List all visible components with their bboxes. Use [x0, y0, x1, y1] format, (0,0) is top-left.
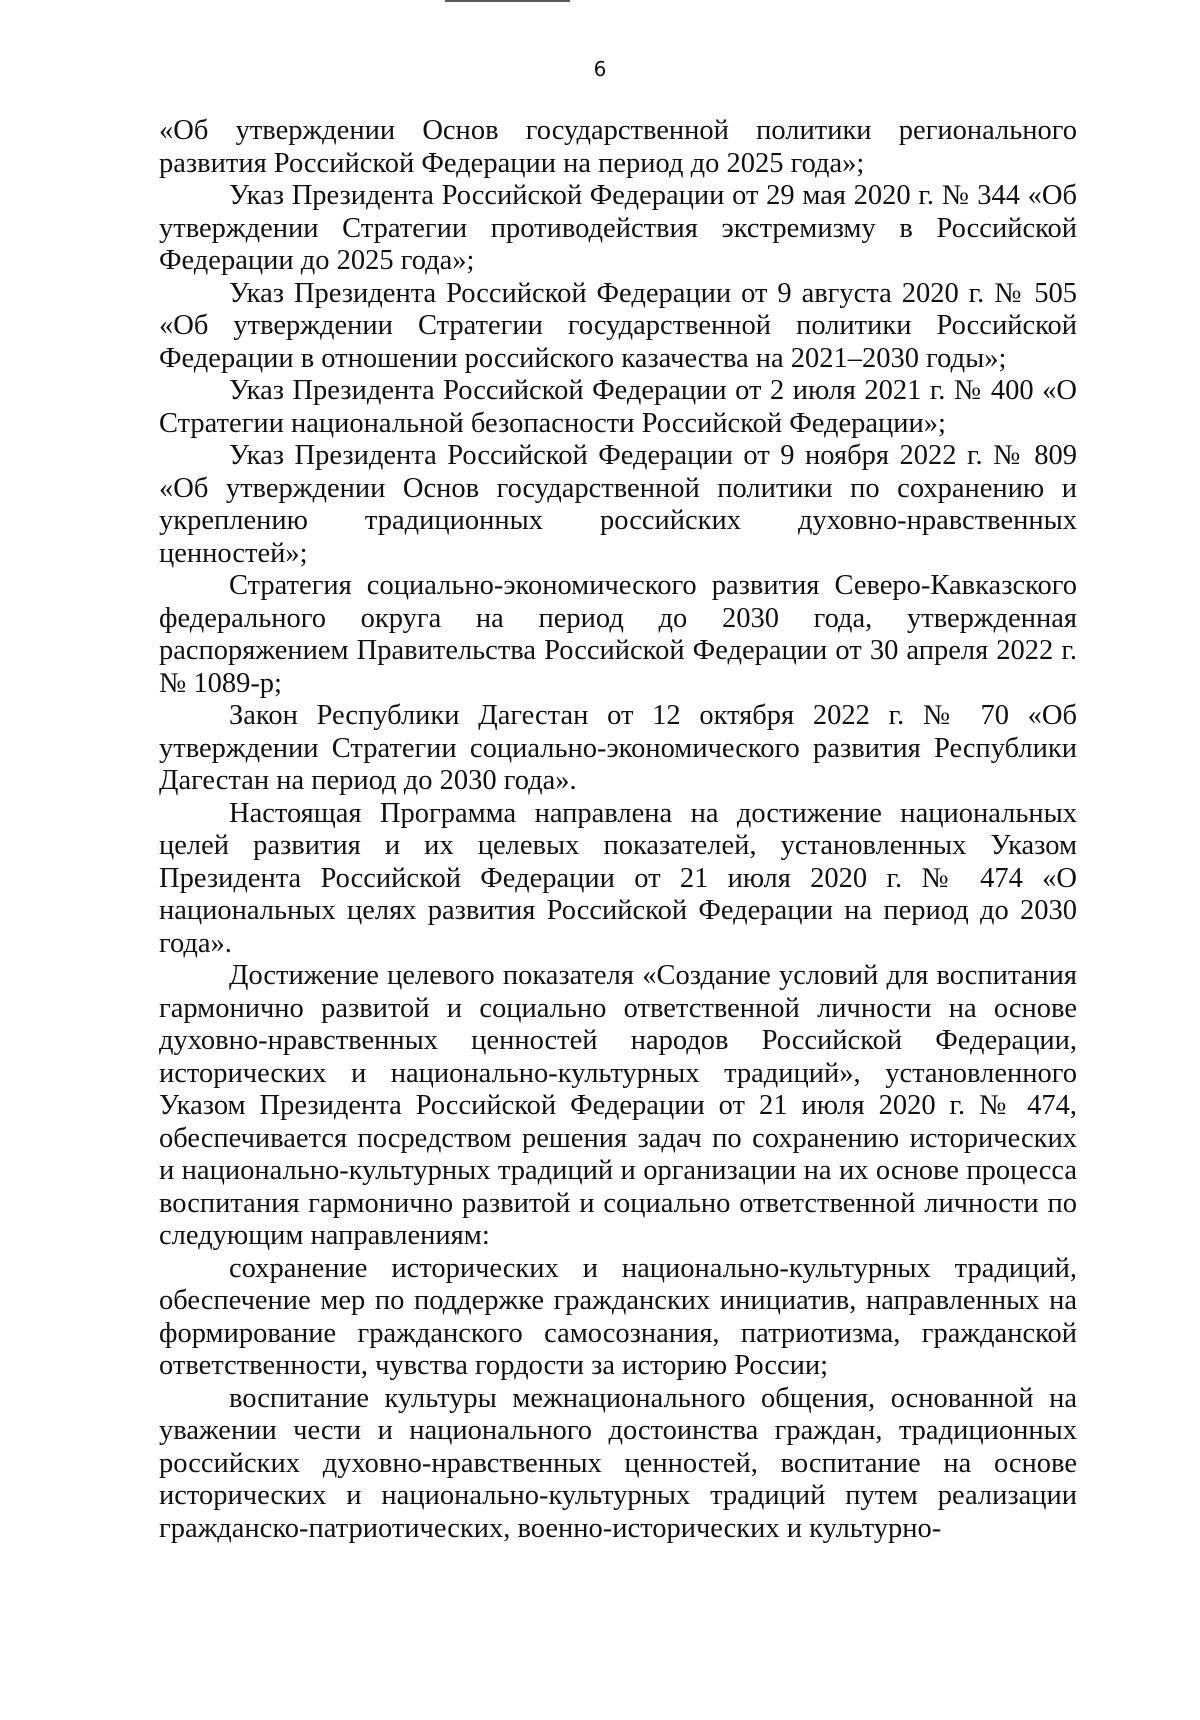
paragraph-decree-809: Указ Президента Российской Федерации от 9 ноября 2022 г. № 809 «Об утверждении Основ государственной политики по сохранению и укреплению традиционных российских духовно-нравственных ценностей»;: [159, 440, 1077, 569]
page-number: 6: [593, 57, 607, 81]
paragraph-decree-344: Указ Президента Российской Федерации от 29 мая 2020 г. № 344 «Об утверждении Стратегии противодействия экстремизму в Российской Федерации до 2025 года»;: [159, 180, 1077, 276]
paragraph-north-caucasus-strategy: Стратегия социально-экономического развития Северо-Кавказского федерального округа на период до 2030 года, утвержденная распоряжением Правительства Российской Федерации от 30 апреля 2022 г. № 1089-р;: [159, 570, 1077, 699]
document-body: [159, 115, 1077, 1545]
paragraph-direction-culture: воспитание культуры межнационального общения, основанной на уважении чести и национального достоинства граждан, традиционных российских духовно-нравственных ценностей, воспитание на основе исторических и национально-культурных традиций путем реализации гражданско-патриотических, военно-исторических и культурно-: [159, 1382, 1077, 1544]
paragraph-target-indicator: Достижение целевого показателя «Создание условий для воспитания гармонично развитой и социально ответственной личности на основе духовно-нравственных ценностей народов Российской Федерации, исторических и национально-культурных традиций», установленного Указом Президента Российской Федерации от 21 июля 2020 г. № 474, обеспечивается посредством решения задач по сохранению исторических и национально-культурных традиций и организации на их основе процесса воспитания гармонично развитой и социально ответственной личности по следующим направлениям:: [159, 960, 1077, 1251]
paragraph-continuation: «Об утверждении Основ государственной политики регионального развития Российской Федерации на период до 2025 года»;: [159, 115, 1077, 179]
paragraph-decree-505: Указ Президента Российской Федерации от 9 августа 2020 г. № 505 «Об утверждении Стратегии государственной политики Российской Федерации в отношении российского казачества на 2021–2030 годы»;: [159, 277, 1077, 374]
paragraph-dagestan-law: Закон Республики Дагестан от 12 октября 2022 г. № 70 «Об утверждении Стратегии социально-экономического развития Республики Дагестан на период до 2030 года».: [159, 700, 1077, 796]
paragraph-decree-400: Указ Президента Российской Федерации от 2 июля 2021 г. № 400 «О Стратегии национальной безопасности Российской Федерации»;: [159, 375, 1077, 439]
paragraph-direction-traditions: сохранение исторических и национально-культурных традиций, обеспечение мер по поддержке гражданских инициатив, направленных на формирование гражданского самосознания, патриотизма, гражданской ответственности, чувства гордости за историю России;: [159, 1252, 1077, 1381]
top-edge-line: [445, 0, 570, 2]
paragraph-program-goals: Настоящая Программа направлена на достижение национальных целей развития и их целевых показателей, установленных Указом Президента Российской Федерации от 21 июля 2020 г. № 474 «О национальных целях развития Российской Федерации на период до 2030 года».: [159, 797, 1077, 959]
